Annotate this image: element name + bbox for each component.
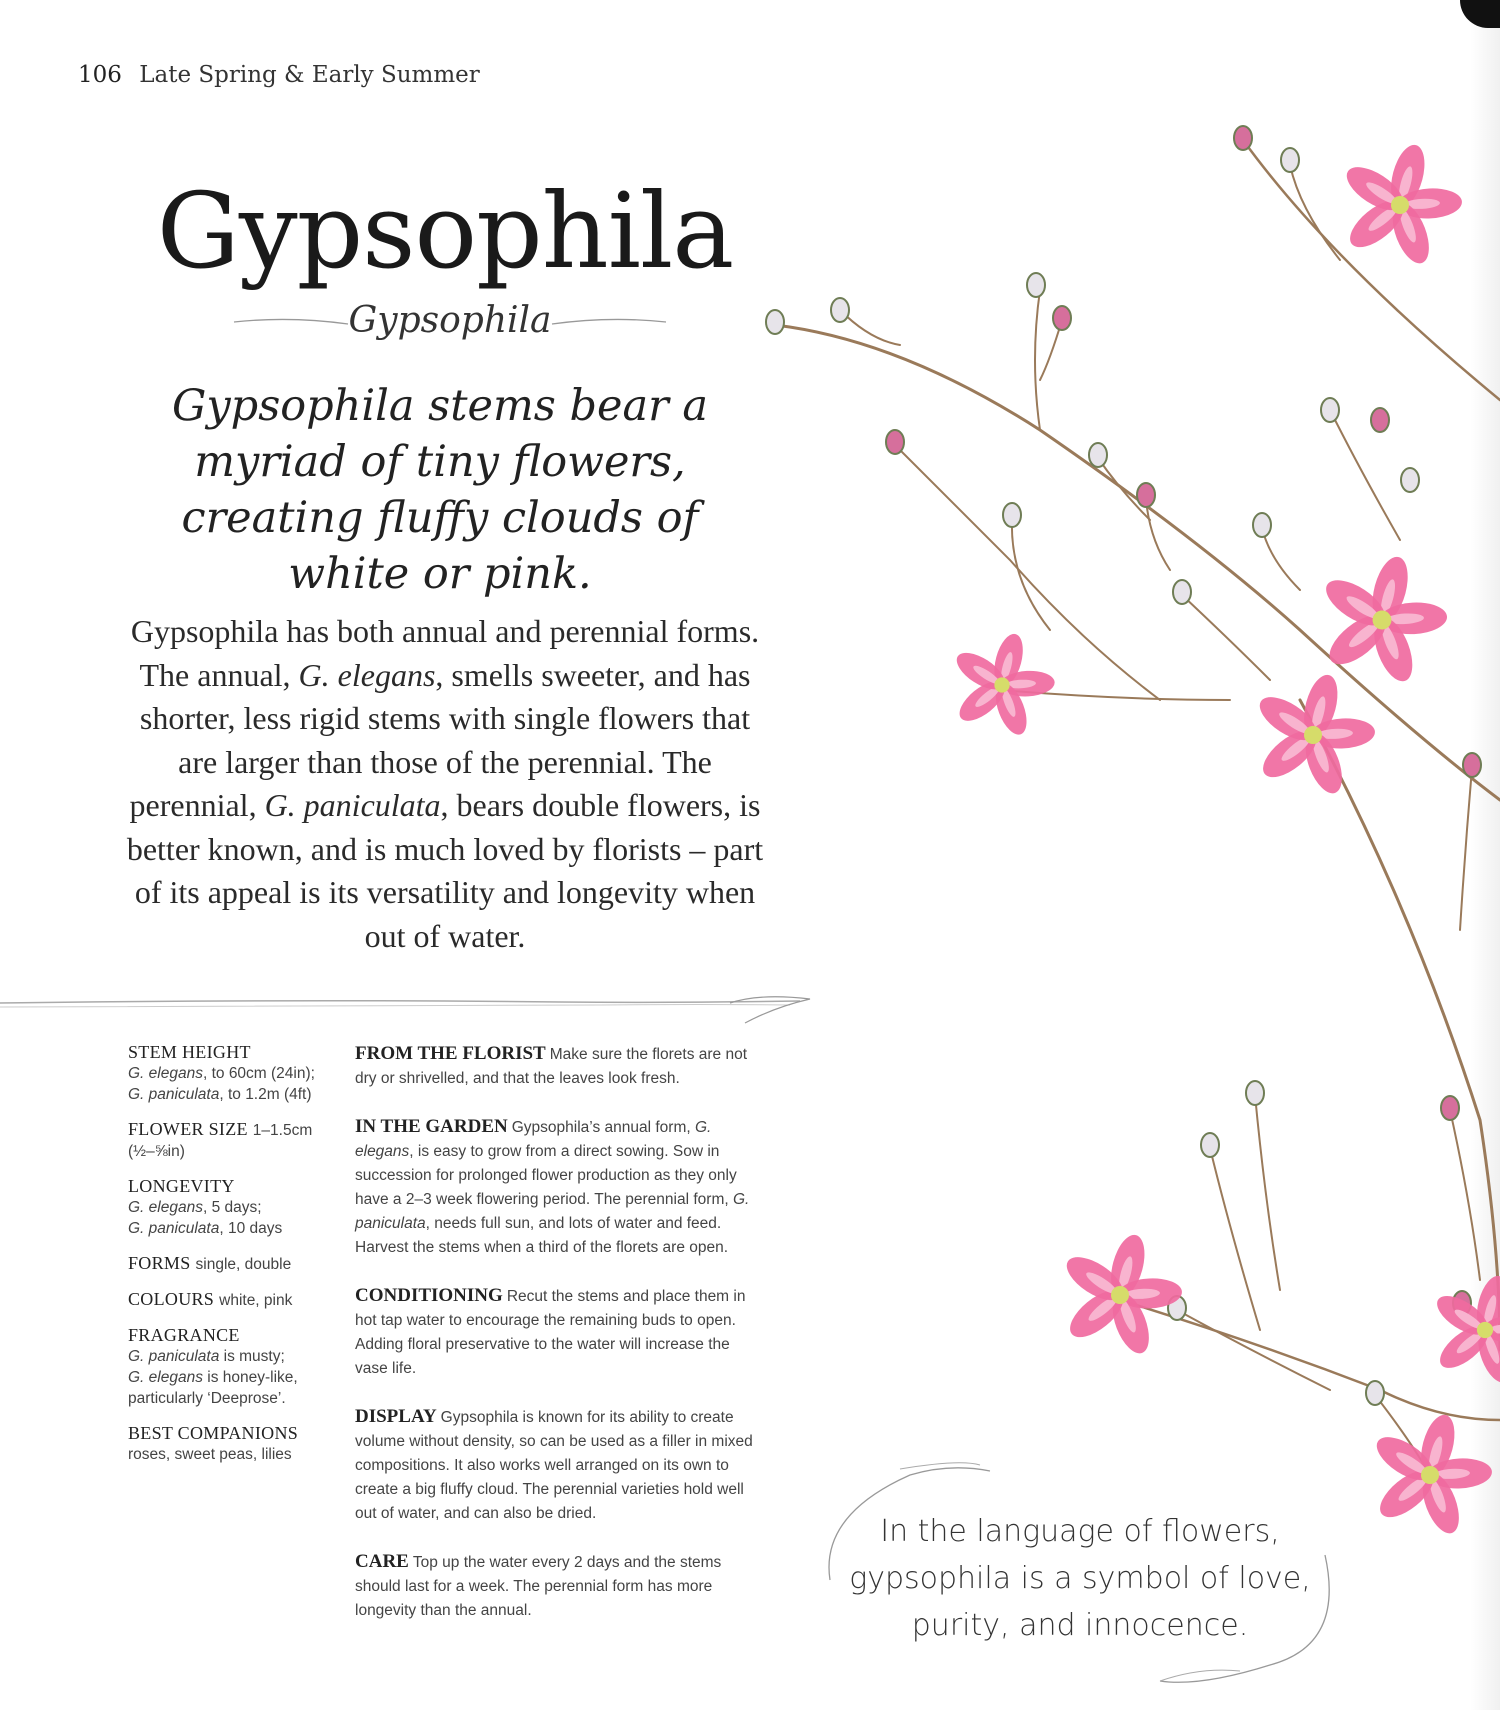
note-text: Gypsophila is known for its ability to create volume without density, so can be used as a filler in mixed compositions. It also works well arranged on its own to create a big fluffy cloud. The perennial varieties hold well out of water, and can also be dried.	[355, 1409, 753, 1522]
flower-bloom	[1431, 1273, 1500, 1387]
body-text-part: , smells sweeter, and has shorter, less rigid stems with single flowers that are larger than those of the perennial. The perennial,	[129, 656, 751, 823]
note-heading: CARE	[355, 1551, 409, 1572]
fact-companions	[128, 1423, 338, 1465]
fact-species: G. paniculata	[128, 1220, 220, 1237]
flower-bud	[1366, 1381, 1384, 1405]
note-from-the-florist	[355, 1042, 760, 1091]
flower-bud	[886, 430, 904, 454]
section-title: Late Spring & Early Summer	[139, 62, 480, 88]
flower-bud	[1027, 273, 1045, 297]
note-heading: CONDITIONING	[355, 1285, 503, 1306]
fact-label: STEM HEIGHT	[128, 1042, 251, 1062]
flower-bloom	[1253, 671, 1376, 798]
fact-label: COLOURS	[128, 1289, 215, 1309]
fact-value: is honey-like, particularly ‘Deeprose’.	[128, 1369, 298, 1407]
fact-flower-size	[128, 1119, 338, 1162]
page-number: 106	[78, 62, 122, 88]
fact-value: 1–1.5cm (½–⅝in)	[128, 1122, 313, 1160]
note-text: Top up the water every 2 days and the stems should last for a week. The perennial form has more longevity than the annual.	[355, 1554, 722, 1619]
body-text-part: , bears double flowers, is better known, and is much loved by florists – part of its appeal is its versatility and longevity when out of water.	[126, 787, 764, 954]
flower-bud	[1053, 306, 1071, 330]
body-paragraph	[120, 610, 770, 958]
fact-label: LONGEVITY	[128, 1176, 235, 1196]
flower-bud	[1253, 513, 1271, 537]
flower-bud	[1281, 148, 1299, 172]
fact-species: G. elegans	[128, 1369, 203, 1386]
flower-bud	[831, 298, 849, 322]
note-text: , needs full sun, and lots of water and feed. Harvest the stems when a third of the florets are open.	[355, 1215, 729, 1256]
fact-species: G. paniculata	[128, 1348, 220, 1365]
fact-label: FRAGRANCE	[128, 1325, 240, 1345]
fact-value: single, double	[195, 1256, 292, 1273]
fact-species: G. paniculata	[128, 1086, 220, 1103]
flower-bud	[1201, 1133, 1219, 1157]
page-title: Gypsophila	[156, 170, 734, 292]
fact-species: G. elegans	[128, 1065, 203, 1082]
flower-bud	[1401, 468, 1419, 492]
fact-value: , to 60cm (24in);	[202, 1065, 315, 1082]
intro-text: Gypsophila stems bear a myriad of tiny flowers, creating fluffy clouds of white or pink.	[172, 381, 708, 599]
fact-stem-height	[128, 1042, 338, 1105]
fact-longevity	[128, 1176, 338, 1239]
fact-value: , 10 days	[219, 1220, 283, 1237]
note-text: Recut the stems and place them in hot tap water to encourage the remaining buds to open. Adding floral preservative to the water will increase the vase life.	[355, 1288, 746, 1377]
fact-label: FLOWER SIZE	[128, 1119, 248, 1139]
fact-value: roses, sweet peas, lilies	[128, 1446, 292, 1463]
note-heading: IN THE GARDEN	[355, 1116, 508, 1137]
flower-buds	[766, 126, 1481, 1405]
fact-list	[128, 1042, 338, 1479]
fact-value: is musty;	[219, 1348, 285, 1365]
flower-bud	[1137, 483, 1155, 507]
latin-name-block	[230, 300, 670, 350]
flower-bloom	[1370, 1411, 1493, 1538]
flower-bud	[1321, 398, 1339, 422]
flower-bud	[1246, 1081, 1264, 1105]
note-text: Gypsophila’s annual form,	[511, 1119, 695, 1136]
note-display	[355, 1405, 760, 1526]
flower-bud	[1441, 1096, 1459, 1120]
pull-quote: In the language of flowers, gypsophila is a symbol of love, purity, and innocence.	[849, 1514, 1311, 1643]
note-text: Make sure the florets are not dry or shrivelled, and that the leaves look fresh.	[355, 1046, 748, 1087]
body-text-part: Gypsophila has both annual and perennial forms. The annual,	[130, 613, 760, 693]
fact-colours	[128, 1289, 338, 1311]
flower-bud	[1089, 443, 1107, 467]
body-species-name: G. paniculata	[264, 787, 441, 823]
flower-blooms	[951, 141, 1500, 1538]
section-divider	[0, 985, 820, 1025]
flower-bud	[1371, 408, 1389, 432]
note-in-the-garden	[355, 1115, 760, 1260]
notes-column	[355, 1042, 760, 1647]
flower-bloom	[1340, 141, 1463, 268]
note-text: , is easy to grow from a direct sowing. Sow in succession for prolonged flower production as they only have a 2–3 week flowering period. The perennial form,	[355, 1143, 737, 1208]
flower-bud	[1234, 126, 1252, 150]
note-conditioning	[355, 1284, 760, 1381]
fact-forms	[128, 1253, 338, 1275]
fact-fragrance	[128, 1325, 338, 1409]
fact-value: white, pink	[219, 1292, 293, 1309]
flower-bud	[1463, 753, 1481, 777]
fact-value: , 5 days;	[202, 1199, 262, 1216]
fact-label: FORMS	[128, 1253, 191, 1273]
note-care	[355, 1550, 760, 1623]
latin-name: Gypsophila	[348, 300, 552, 341]
fact-label: BEST COMPANIONS	[128, 1423, 299, 1443]
running-header	[78, 62, 480, 88]
flower-bloom	[1060, 1231, 1183, 1358]
body-species-name: G. elegans	[298, 656, 436, 693]
fact-species: G. elegans	[128, 1199, 203, 1216]
flower-bud	[766, 310, 784, 334]
flower-bud	[1003, 503, 1021, 527]
page-corner	[1460, 0, 1500, 28]
note-species: G. paniculata	[355, 1191, 750, 1232]
flower-bud	[1173, 580, 1191, 604]
flower-bloom	[951, 631, 1055, 739]
note-heading: FROM THE FLORIST	[355, 1043, 546, 1064]
fact-value: , to 1.2m (4ft)	[219, 1086, 312, 1103]
note-heading: DISPLAY	[355, 1406, 437, 1427]
note-species: G. elegans	[355, 1119, 712, 1160]
